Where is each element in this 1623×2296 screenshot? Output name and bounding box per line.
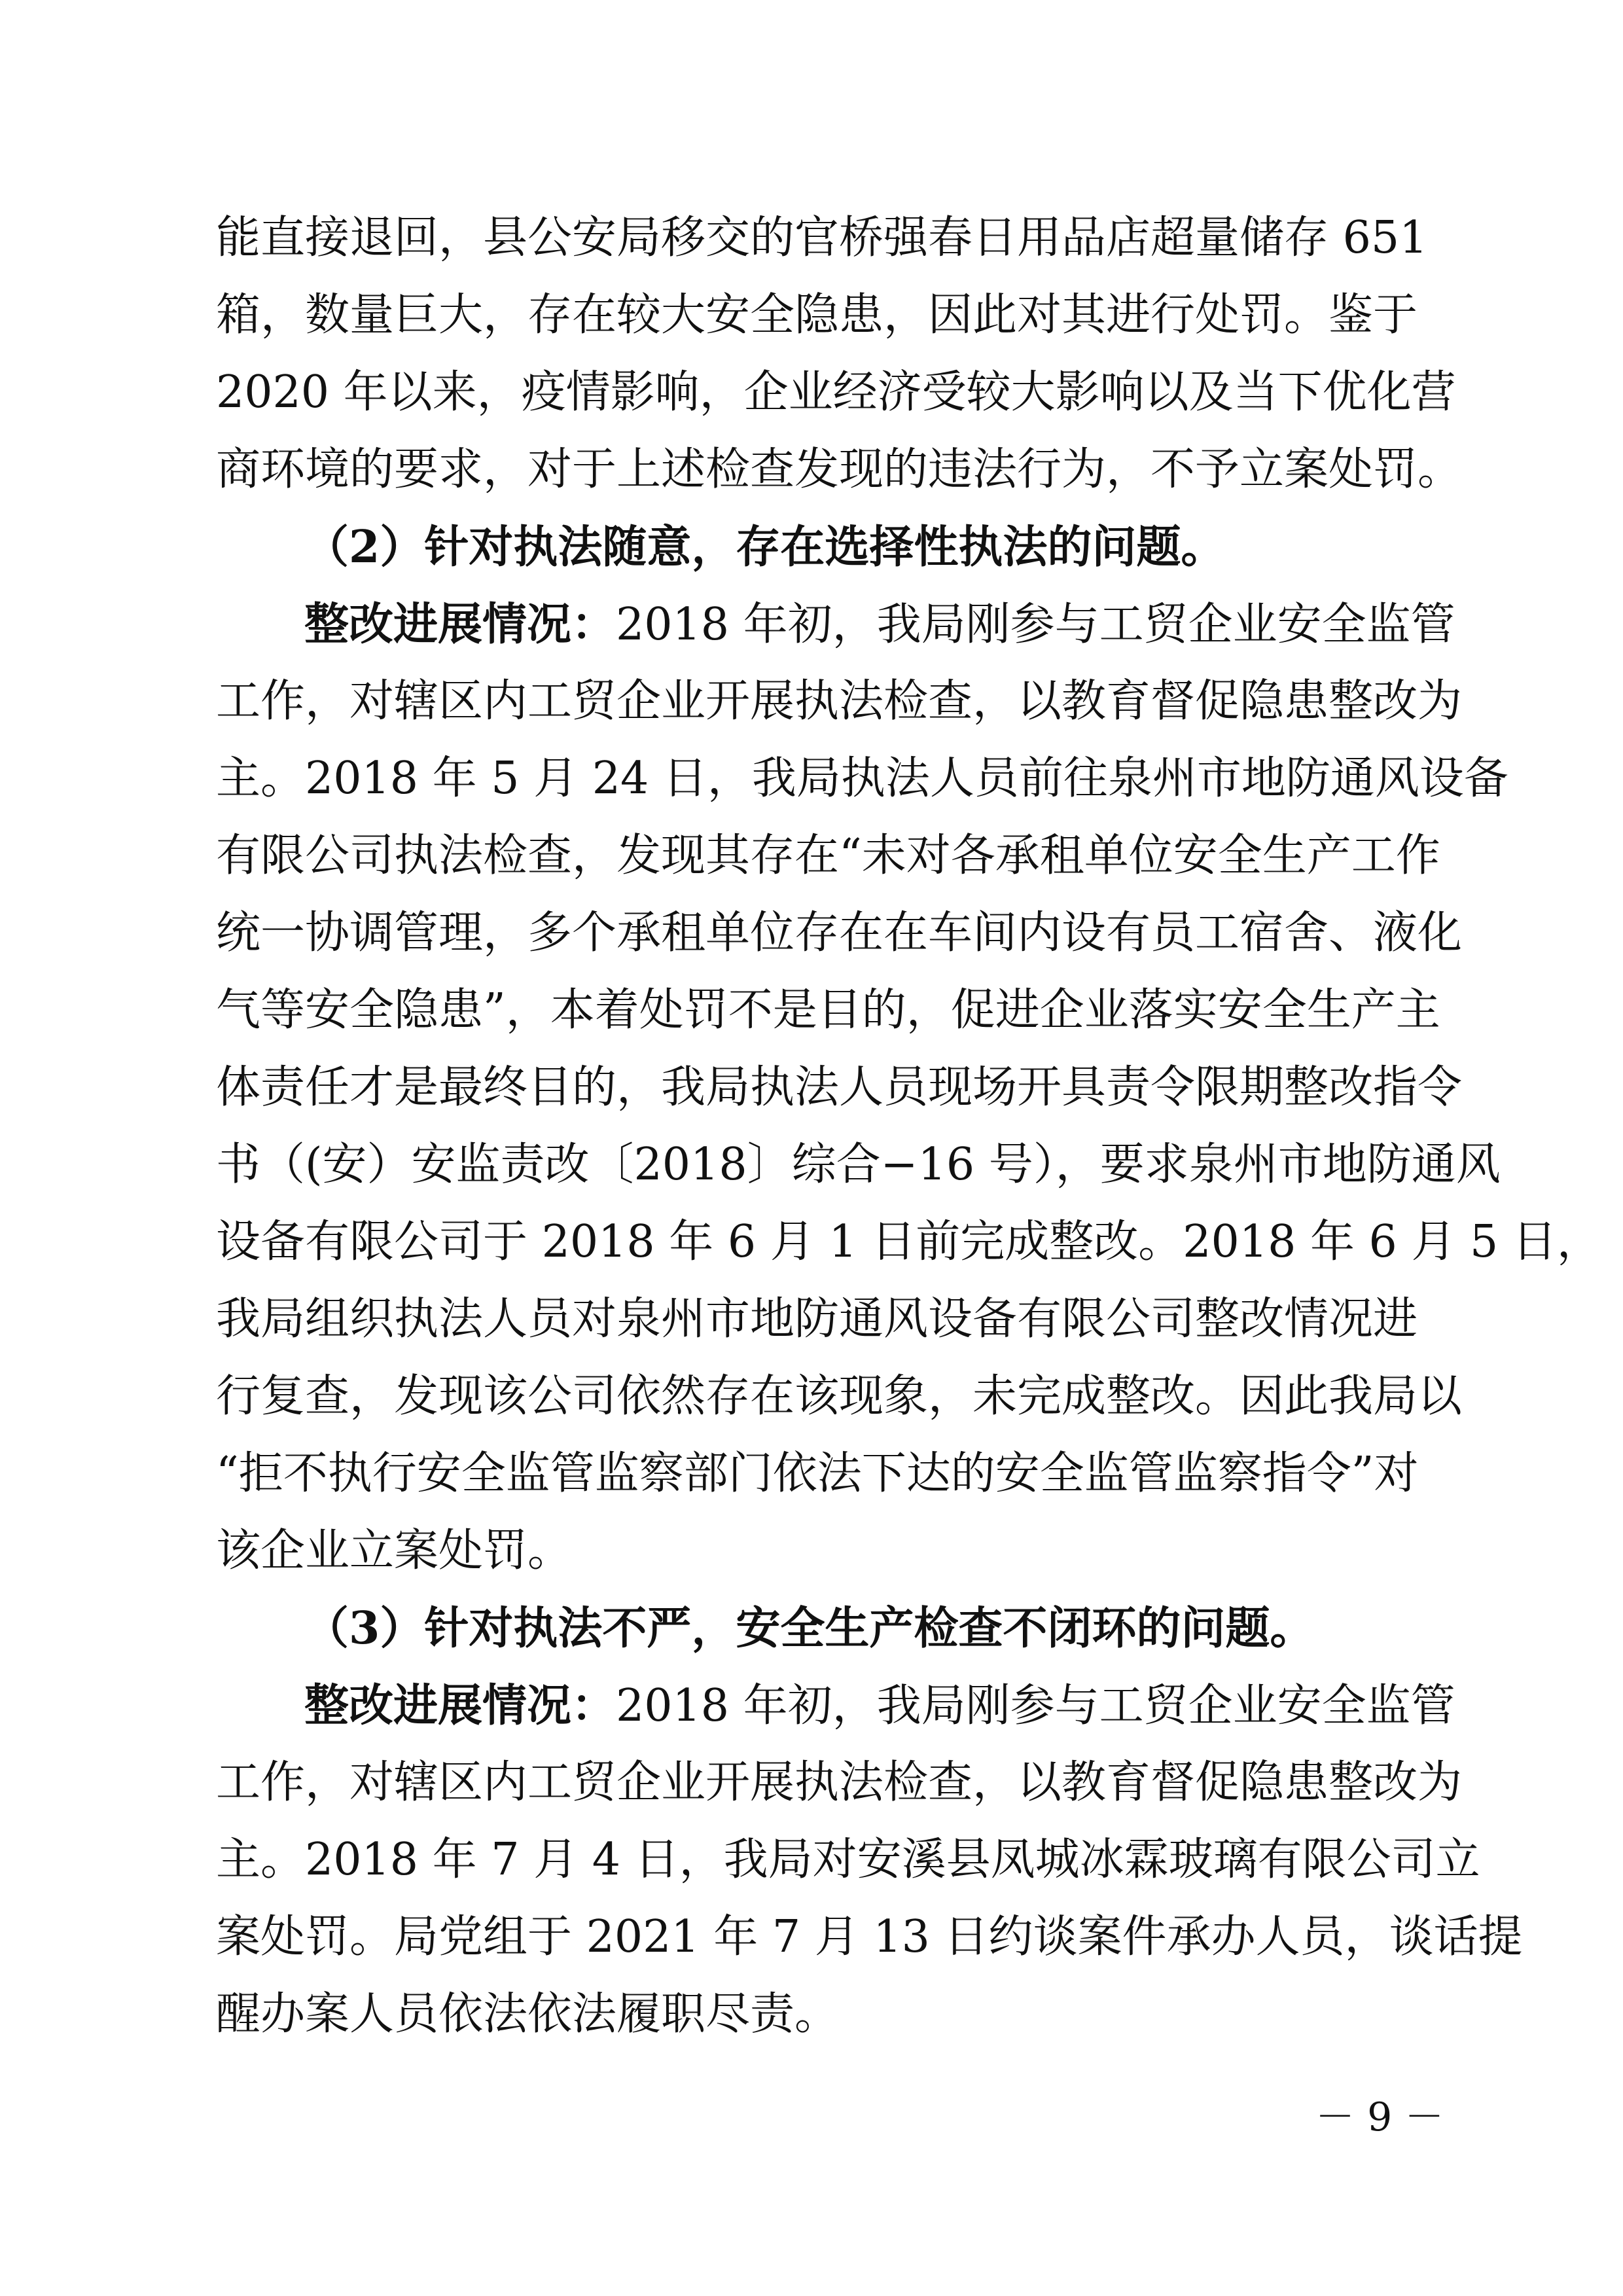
section-heading-2: （2）针对执法随意，存在选择性执法的问题。 <box>304 521 1226 573</box>
body-line-2: 箱，数量巨大，存在较大安全隐患，因此对其进行处罚。鉴于 <box>216 289 1418 341</box>
body-line-20-text: 2018 年初，我局刚参与工贸企业安全监管 <box>616 1680 1455 1732</box>
section-heading-3: （3）针对执法不严，安全生产检查不闭环的问题。 <box>304 1602 1315 1655</box>
body-line-12: 体责任才是最终目的，我局执法人员现场开具责令限期整改指令 <box>216 1062 1463 1113</box>
progress-label: 整改进展情况： <box>304 598 616 651</box>
paragraph-lead-line-2 <box>304 1679 1455 1732</box>
body-line-9: 有限公司执法检查，发现其存在“未对各承租单位安全生产工作 <box>216 830 1440 882</box>
body-line-4: 商环境的要求，对于上述检查发现的违法行为，不予立案处罚。 <box>216 444 1463 495</box>
paragraph-lead-line-1 <box>304 598 1455 651</box>
body-line-24: 醒办案人员依法依法履职尽责。 <box>216 1988 840 2040</box>
body-line-3: 2020 年以来，疫情影响，企业经济受较大影响以及当下优化营 <box>216 367 1456 418</box>
body-line-7: 工作，对辖区内工贸企业开展执法检查，以教育督促隐患整改为 <box>216 675 1463 727</box>
page-number: － 9 － <box>1315 2094 1444 2140</box>
body-line-1: 能直接退回，县公安局移交的官桥强春日用品店超量储存 651 <box>216 212 1428 264</box>
body-line-21: 工作，对辖区内工贸企业开展执法检查，以教育督促隐患整改为 <box>216 1757 1463 1808</box>
body-line-17: “拒不执行安全监管监察部门依法下达的安全监管监察指令”对 <box>216 1448 1419 1499</box>
body-line-14: 设备有限公司于 2018 年 6 月 1 日前完成整改。2018 年 6 月 5 日， <box>216 1216 1601 1268</box>
body-line-16: 行复查，发现该公司依然存在该现象，未完成整改。因此我局以 <box>216 1371 1463 1422</box>
body-line-11: 气等安全隐患”，本着处罚不是目的，促进企业落实安全生产主 <box>216 984 1440 1036</box>
body-line-10: 统一协调管理，多个承租单位存在在车间内设有员工宿舍、液化 <box>216 907 1463 959</box>
body-line-15: 我局组织执法人员对泉州市地防通风设备有限公司整改情况进 <box>216 1293 1418 1345</box>
body-line-23: 案处罚。局党组于 2021 年 7 月 13 日约谈案件承办人员，谈话提 <box>216 1911 1523 1963</box>
body-line-13: 书（(安）安监责改〔2018〕综合−16 号），要求泉州市地防通风 <box>216 1139 1501 1191</box>
body-line-18: 该企业立案处罚。 <box>216 1525 573 1577</box>
progress-label-2: 整改进展情况： <box>304 1679 616 1732</box>
body-line-8: 主。2018 年 5 月 24 日，我局执法人员前往泉州市地防通风设备 <box>216 753 1508 804</box>
body-line-6-text: 2018 年初，我局刚参与工贸企业安全监管 <box>616 599 1455 651</box>
body-line-22: 主。2018 年 7 月 4 日，我局对安溪县凤城冰霖玻璃有限公司立 <box>216 1834 1480 1886</box>
